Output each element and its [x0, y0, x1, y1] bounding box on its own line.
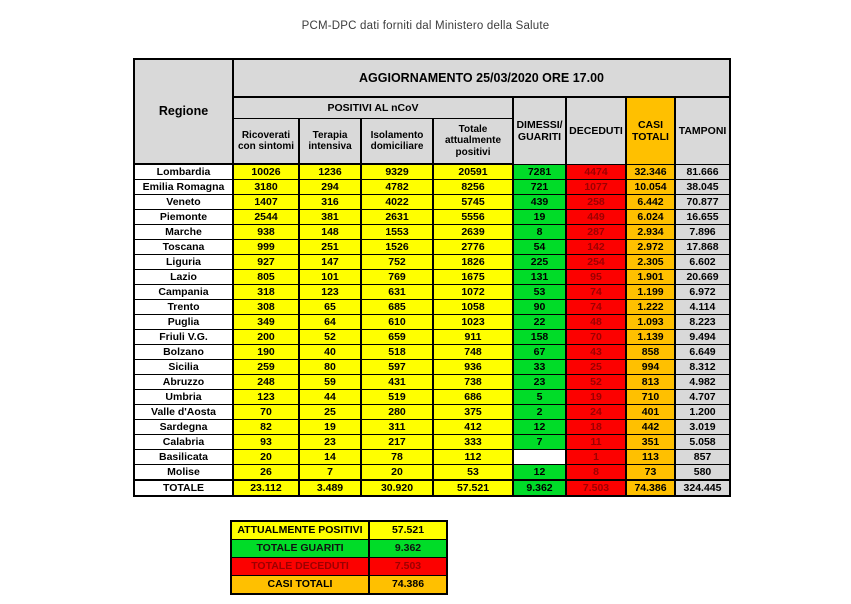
cell-region: Sicilia — [134, 360, 233, 375]
cell-terapia: 3.489 — [299, 480, 361, 496]
cell-tamponi: 16.655 — [675, 210, 730, 225]
cell-totale_positivi: 748 — [433, 345, 513, 360]
cell-totale_positivi: 8256 — [433, 180, 513, 195]
cell-deceduti: 1 — [566, 450, 626, 465]
cell-isolamento: 1553 — [361, 225, 433, 240]
region-row — [134, 330, 730, 345]
cell-terapia: 19 — [299, 420, 361, 435]
page-title: PCM-DPC dati forniti dal Ministero della Salute — [301, 20, 550, 32]
cell-tamponi: 17.868 — [675, 240, 730, 255]
cell-ricoverati: 318 — [233, 285, 299, 300]
cell-casi_totali: 994 — [626, 360, 675, 375]
cell-dimessi: 12 — [513, 420, 566, 435]
cell-terapia: 80 — [299, 360, 361, 375]
region-row — [134, 360, 730, 375]
cell-dimessi: 23 — [513, 375, 566, 390]
cell-isolamento: 631 — [361, 285, 433, 300]
covid-regions-table — [133, 58, 731, 497]
cell-isolamento: 752 — [361, 255, 433, 270]
cell-dimessi: 7 — [513, 435, 566, 450]
cell-totale_positivi: 2639 — [433, 225, 513, 240]
cell-ricoverati: 26 — [233, 465, 299, 481]
cell-region: Piemonte — [134, 210, 233, 225]
cell-terapia: 316 — [299, 195, 361, 210]
cell-deceduti: 24 — [566, 405, 626, 420]
cell-casi_totali: 1.901 — [626, 270, 675, 285]
cell-ricoverati: 20 — [233, 450, 299, 465]
cell-dimessi: 7281 — [513, 164, 566, 180]
cell-totale_positivi: 1023 — [433, 315, 513, 330]
cell-terapia: 7 — [299, 465, 361, 481]
region-row — [134, 225, 730, 240]
cell-dimessi: 2 — [513, 405, 566, 420]
cell-totale_positivi: 686 — [433, 390, 513, 405]
cell-deceduti: 48 — [566, 315, 626, 330]
summary-row — [231, 576, 447, 595]
cell-dimessi: 721 — [513, 180, 566, 195]
cell-totale_positivi: 2776 — [433, 240, 513, 255]
cell-totale_positivi: 738 — [433, 375, 513, 390]
summary-row — [231, 540, 447, 558]
cell-terapia: 59 — [299, 375, 361, 390]
cell-isolamento: 518 — [361, 345, 433, 360]
cell-tamponi: 6.602 — [675, 255, 730, 270]
cell-dimessi — [513, 450, 566, 465]
total-row — [134, 480, 730, 496]
cell-tamponi: 4.982 — [675, 375, 730, 390]
cell-ricoverati: 2544 — [233, 210, 299, 225]
cell-tamponi: 81.666 — [675, 164, 730, 180]
cell-dimessi: 12 — [513, 465, 566, 481]
cell-totale_positivi: 5745 — [433, 195, 513, 210]
cell-dimessi: 67 — [513, 345, 566, 360]
cell-deceduti: 1077 — [566, 180, 626, 195]
cell-ricoverati: 248 — [233, 375, 299, 390]
cell-tamponi: 5.058 — [675, 435, 730, 450]
cell-dimessi: 158 — [513, 330, 566, 345]
cell-casi_totali: 6.024 — [626, 210, 675, 225]
cell-region: Toscana — [134, 240, 233, 255]
cell-ricoverati: 999 — [233, 240, 299, 255]
region-row — [134, 450, 730, 465]
cell-deceduti: 287 — [566, 225, 626, 240]
cell-casi_totali: 858 — [626, 345, 675, 360]
cell-region: Bolzano — [134, 345, 233, 360]
cell-terapia: 14 — [299, 450, 361, 465]
summary-row — [231, 558, 447, 576]
cell-ricoverati: 938 — [233, 225, 299, 240]
cell-terapia: 123 — [299, 285, 361, 300]
cell-ricoverati: 927 — [233, 255, 299, 270]
ricoverati-header: Ricoverati con sintomi — [233, 119, 299, 165]
region-row — [134, 390, 730, 405]
cell-ricoverati: 1407 — [233, 195, 299, 210]
cell-tamponi: 6.649 — [675, 345, 730, 360]
cell-dimessi: 19 — [513, 210, 566, 225]
cell-isolamento: 659 — [361, 330, 433, 345]
region-row — [134, 420, 730, 435]
cell-region: Basilicata — [134, 450, 233, 465]
cell-dimessi: 8 — [513, 225, 566, 240]
cell-ricoverati: 349 — [233, 315, 299, 330]
cell-casi_totali: 813 — [626, 375, 675, 390]
cell-terapia: 64 — [299, 315, 361, 330]
cell-casi_totali: 1.139 — [626, 330, 675, 345]
cell-totale_positivi: 53 — [433, 465, 513, 481]
cell-dimessi: 225 — [513, 255, 566, 270]
cell-region: Molise — [134, 465, 233, 481]
region-row — [134, 270, 730, 285]
cell-dimessi: 131 — [513, 270, 566, 285]
cell-dimessi: 5 — [513, 390, 566, 405]
cell-terapia: 1236 — [299, 164, 361, 180]
cell-tamponi: 8.223 — [675, 315, 730, 330]
cell-casi_totali: 2.305 — [626, 255, 675, 270]
cell-deceduti: 8 — [566, 465, 626, 481]
cell-deceduti: 4474 — [566, 164, 626, 180]
cell-terapia: 147 — [299, 255, 361, 270]
cell-dimessi: 53 — [513, 285, 566, 300]
cell-region: Umbria — [134, 390, 233, 405]
cell-dimessi: 54 — [513, 240, 566, 255]
cell-region: Lombardia — [134, 164, 233, 180]
cell-ricoverati: 70 — [233, 405, 299, 420]
region-row — [134, 375, 730, 390]
cell-tamponi: 4.707 — [675, 390, 730, 405]
cell-deceduti: 19 — [566, 390, 626, 405]
regions-tbody — [134, 164, 730, 496]
cell-deceduti: 74 — [566, 300, 626, 315]
table-header — [134, 59, 730, 164]
cell-region: Friuli V.G. — [134, 330, 233, 345]
cell-region: Valle d'Aosta — [134, 405, 233, 420]
cell-dimessi: 439 — [513, 195, 566, 210]
cell-tamponi: 7.896 — [675, 225, 730, 240]
cell-isolamento: 1526 — [361, 240, 433, 255]
cell-casi_totali: 32.346 — [626, 164, 675, 180]
dimessi-guariti-header: DIMESSI/ GUARITI — [513, 97, 566, 164]
cell-deceduti: 258 — [566, 195, 626, 210]
cell-isolamento: 610 — [361, 315, 433, 330]
cell-deceduti: 449 — [566, 210, 626, 225]
positives-group-header: POSITIVI AL nCoV — [233, 97, 513, 119]
cell-deceduti: 18 — [566, 420, 626, 435]
cell-tamponi: 8.312 — [675, 360, 730, 375]
tamponi-header: TAMPONI — [675, 97, 730, 164]
cell-terapia: 381 — [299, 210, 361, 225]
cell-isolamento: 9329 — [361, 164, 433, 180]
cell-totale_positivi: 57.521 — [433, 480, 513, 496]
cell-casi_totali: 10.054 — [626, 180, 675, 195]
cell-deceduti: 254 — [566, 255, 626, 270]
cell-casi_totali: 1.093 — [626, 315, 675, 330]
cell-ricoverati: 3180 — [233, 180, 299, 195]
cell-totale_positivi: 412 — [433, 420, 513, 435]
cell-tamponi: 857 — [675, 450, 730, 465]
cell-tamponi: 1.200 — [675, 405, 730, 420]
cell-terapia: 251 — [299, 240, 361, 255]
cell-ricoverati: 23.112 — [233, 480, 299, 496]
cell-casi_totali: 113 — [626, 450, 675, 465]
region-row — [134, 285, 730, 300]
cell-ricoverati: 93 — [233, 435, 299, 450]
cell-totale_positivi: 20591 — [433, 164, 513, 180]
cell-isolamento: 20 — [361, 465, 433, 481]
summary-value: 9.362 — [369, 540, 447, 558]
region-row — [134, 180, 730, 195]
cell-terapia: 52 — [299, 330, 361, 345]
cell-isolamento: 78 — [361, 450, 433, 465]
cell-totale_positivi: 5556 — [433, 210, 513, 225]
summary-value: 57.521 — [369, 521, 447, 540]
cell-isolamento: 685 — [361, 300, 433, 315]
cell-ricoverati: 805 — [233, 270, 299, 285]
cell-isolamento: 2631 — [361, 210, 433, 225]
cell-deceduti: 74 — [566, 285, 626, 300]
cell-region: TOTALE — [134, 480, 233, 496]
cell-ricoverati: 308 — [233, 300, 299, 315]
cell-totale_positivi: 1675 — [433, 270, 513, 285]
cell-terapia: 65 — [299, 300, 361, 315]
cell-totale_positivi: 375 — [433, 405, 513, 420]
cell-region: Lazio — [134, 270, 233, 285]
region-row — [134, 345, 730, 360]
cell-casi_totali: 2.972 — [626, 240, 675, 255]
cell-region: Veneto — [134, 195, 233, 210]
cell-tamponi: 3.019 — [675, 420, 730, 435]
cell-ricoverati: 123 — [233, 390, 299, 405]
region-row — [134, 315, 730, 330]
region-row — [134, 240, 730, 255]
cell-totale_positivi: 911 — [433, 330, 513, 345]
cell-region: Sardegna — [134, 420, 233, 435]
update-banner: AGGIORNAMENTO 25/03/2020 ORE 17.00 — [233, 59, 730, 97]
cell-tamponi: 324.445 — [675, 480, 730, 496]
cell-isolamento: 519 — [361, 390, 433, 405]
cell-dimessi: 33 — [513, 360, 566, 375]
cell-deceduti: 25 — [566, 360, 626, 375]
cell-isolamento: 431 — [361, 375, 433, 390]
cell-ricoverati: 259 — [233, 360, 299, 375]
cell-region: Trento — [134, 300, 233, 315]
cell-totale_positivi: 936 — [433, 360, 513, 375]
cell-casi_totali: 6.442 — [626, 195, 675, 210]
cell-region: Puglia — [134, 315, 233, 330]
cell-deceduti: 70 — [566, 330, 626, 345]
cell-casi_totali: 442 — [626, 420, 675, 435]
cell-isolamento: 4782 — [361, 180, 433, 195]
summary-table — [230, 520, 448, 595]
cell-tamponi: 6.972 — [675, 285, 730, 300]
cell-deceduti: 52 — [566, 375, 626, 390]
cell-ricoverati: 10026 — [233, 164, 299, 180]
cell-terapia: 294 — [299, 180, 361, 195]
cell-isolamento: 4022 — [361, 195, 433, 210]
cell-casi_totali: 73 — [626, 465, 675, 481]
summary-tbody — [231, 521, 447, 594]
summary-row — [231, 521, 447, 540]
cell-tamponi: 4.114 — [675, 300, 730, 315]
cell-tamponi: 38.045 — [675, 180, 730, 195]
region-row — [134, 210, 730, 225]
region-row — [134, 255, 730, 270]
summary-label: CASI TOTALI — [231, 576, 369, 595]
cell-casi_totali: 2.934 — [626, 225, 675, 240]
cell-deceduti: 11 — [566, 435, 626, 450]
cell-casi_totali: 401 — [626, 405, 675, 420]
region-row — [134, 164, 730, 180]
cell-deceduti: 142 — [566, 240, 626, 255]
cell-terapia: 148 — [299, 225, 361, 240]
cell-tamponi: 20.669 — [675, 270, 730, 285]
region-row — [134, 300, 730, 315]
cell-deceduti: 95 — [566, 270, 626, 285]
cell-ricoverati: 200 — [233, 330, 299, 345]
region-row — [134, 435, 730, 450]
cell-totale_positivi: 1072 — [433, 285, 513, 300]
cell-isolamento: 597 — [361, 360, 433, 375]
region-row — [134, 195, 730, 210]
terapia-intensiva-header: Terapia intensiva — [299, 119, 361, 165]
cell-totale_positivi: 1826 — [433, 255, 513, 270]
region-column-header: Regione — [134, 59, 233, 164]
cell-dimessi: 22 — [513, 315, 566, 330]
summary-value: 7.503 — [369, 558, 447, 576]
summary-label: TOTALE DECEDUTI — [231, 558, 369, 576]
cell-isolamento: 30.920 — [361, 480, 433, 496]
cell-casi_totali: 74.386 — [626, 480, 675, 496]
cell-casi_totali: 1.222 — [626, 300, 675, 315]
region-row — [134, 465, 730, 481]
cell-totale_positivi: 1058 — [433, 300, 513, 315]
cell-region: Emilia Romagna — [134, 180, 233, 195]
cell-terapia: 40 — [299, 345, 361, 360]
cell-region: Campania — [134, 285, 233, 300]
cell-totale_positivi: 112 — [433, 450, 513, 465]
casi-totali-header: CASI TOTALI — [626, 97, 675, 164]
cell-totale_positivi: 333 — [433, 435, 513, 450]
cell-deceduti: 43 — [566, 345, 626, 360]
cell-isolamento: 280 — [361, 405, 433, 420]
cell-terapia: 101 — [299, 270, 361, 285]
cell-region: Abruzzo — [134, 375, 233, 390]
totale-positivi-header: Totale attualmente positivi — [433, 119, 513, 165]
cell-region: Liguria — [134, 255, 233, 270]
cell-isolamento: 311 — [361, 420, 433, 435]
cell-region: Marche — [134, 225, 233, 240]
cell-ricoverati: 82 — [233, 420, 299, 435]
summary-value: 74.386 — [369, 576, 447, 595]
isolamento-header: Isolamento domiciliare — [361, 119, 433, 165]
cell-dimessi: 9.362 — [513, 480, 566, 496]
deceduti-header: DECEDUTI — [566, 97, 626, 164]
cell-tamponi: 70.877 — [675, 195, 730, 210]
cell-region: Calabria — [134, 435, 233, 450]
cell-casi_totali: 1.199 — [626, 285, 675, 300]
cell-casi_totali: 351 — [626, 435, 675, 450]
summary-label: TOTALE GUARITI — [231, 540, 369, 558]
region-row — [134, 405, 730, 420]
cell-terapia: 23 — [299, 435, 361, 450]
summary-label: ATTUALMENTE POSITIVI — [231, 521, 369, 540]
cell-tamponi: 580 — [675, 465, 730, 481]
cell-isolamento: 217 — [361, 435, 433, 450]
cell-ricoverati: 190 — [233, 345, 299, 360]
header-row-banner — [134, 59, 730, 97]
cell-terapia: 25 — [299, 405, 361, 420]
cell-casi_totali: 710 — [626, 390, 675, 405]
cell-isolamento: 769 — [361, 270, 433, 285]
cell-tamponi: 9.494 — [675, 330, 730, 345]
cell-terapia: 44 — [299, 390, 361, 405]
cell-deceduti: 7.503 — [566, 480, 626, 496]
cell-dimessi: 90 — [513, 300, 566, 315]
